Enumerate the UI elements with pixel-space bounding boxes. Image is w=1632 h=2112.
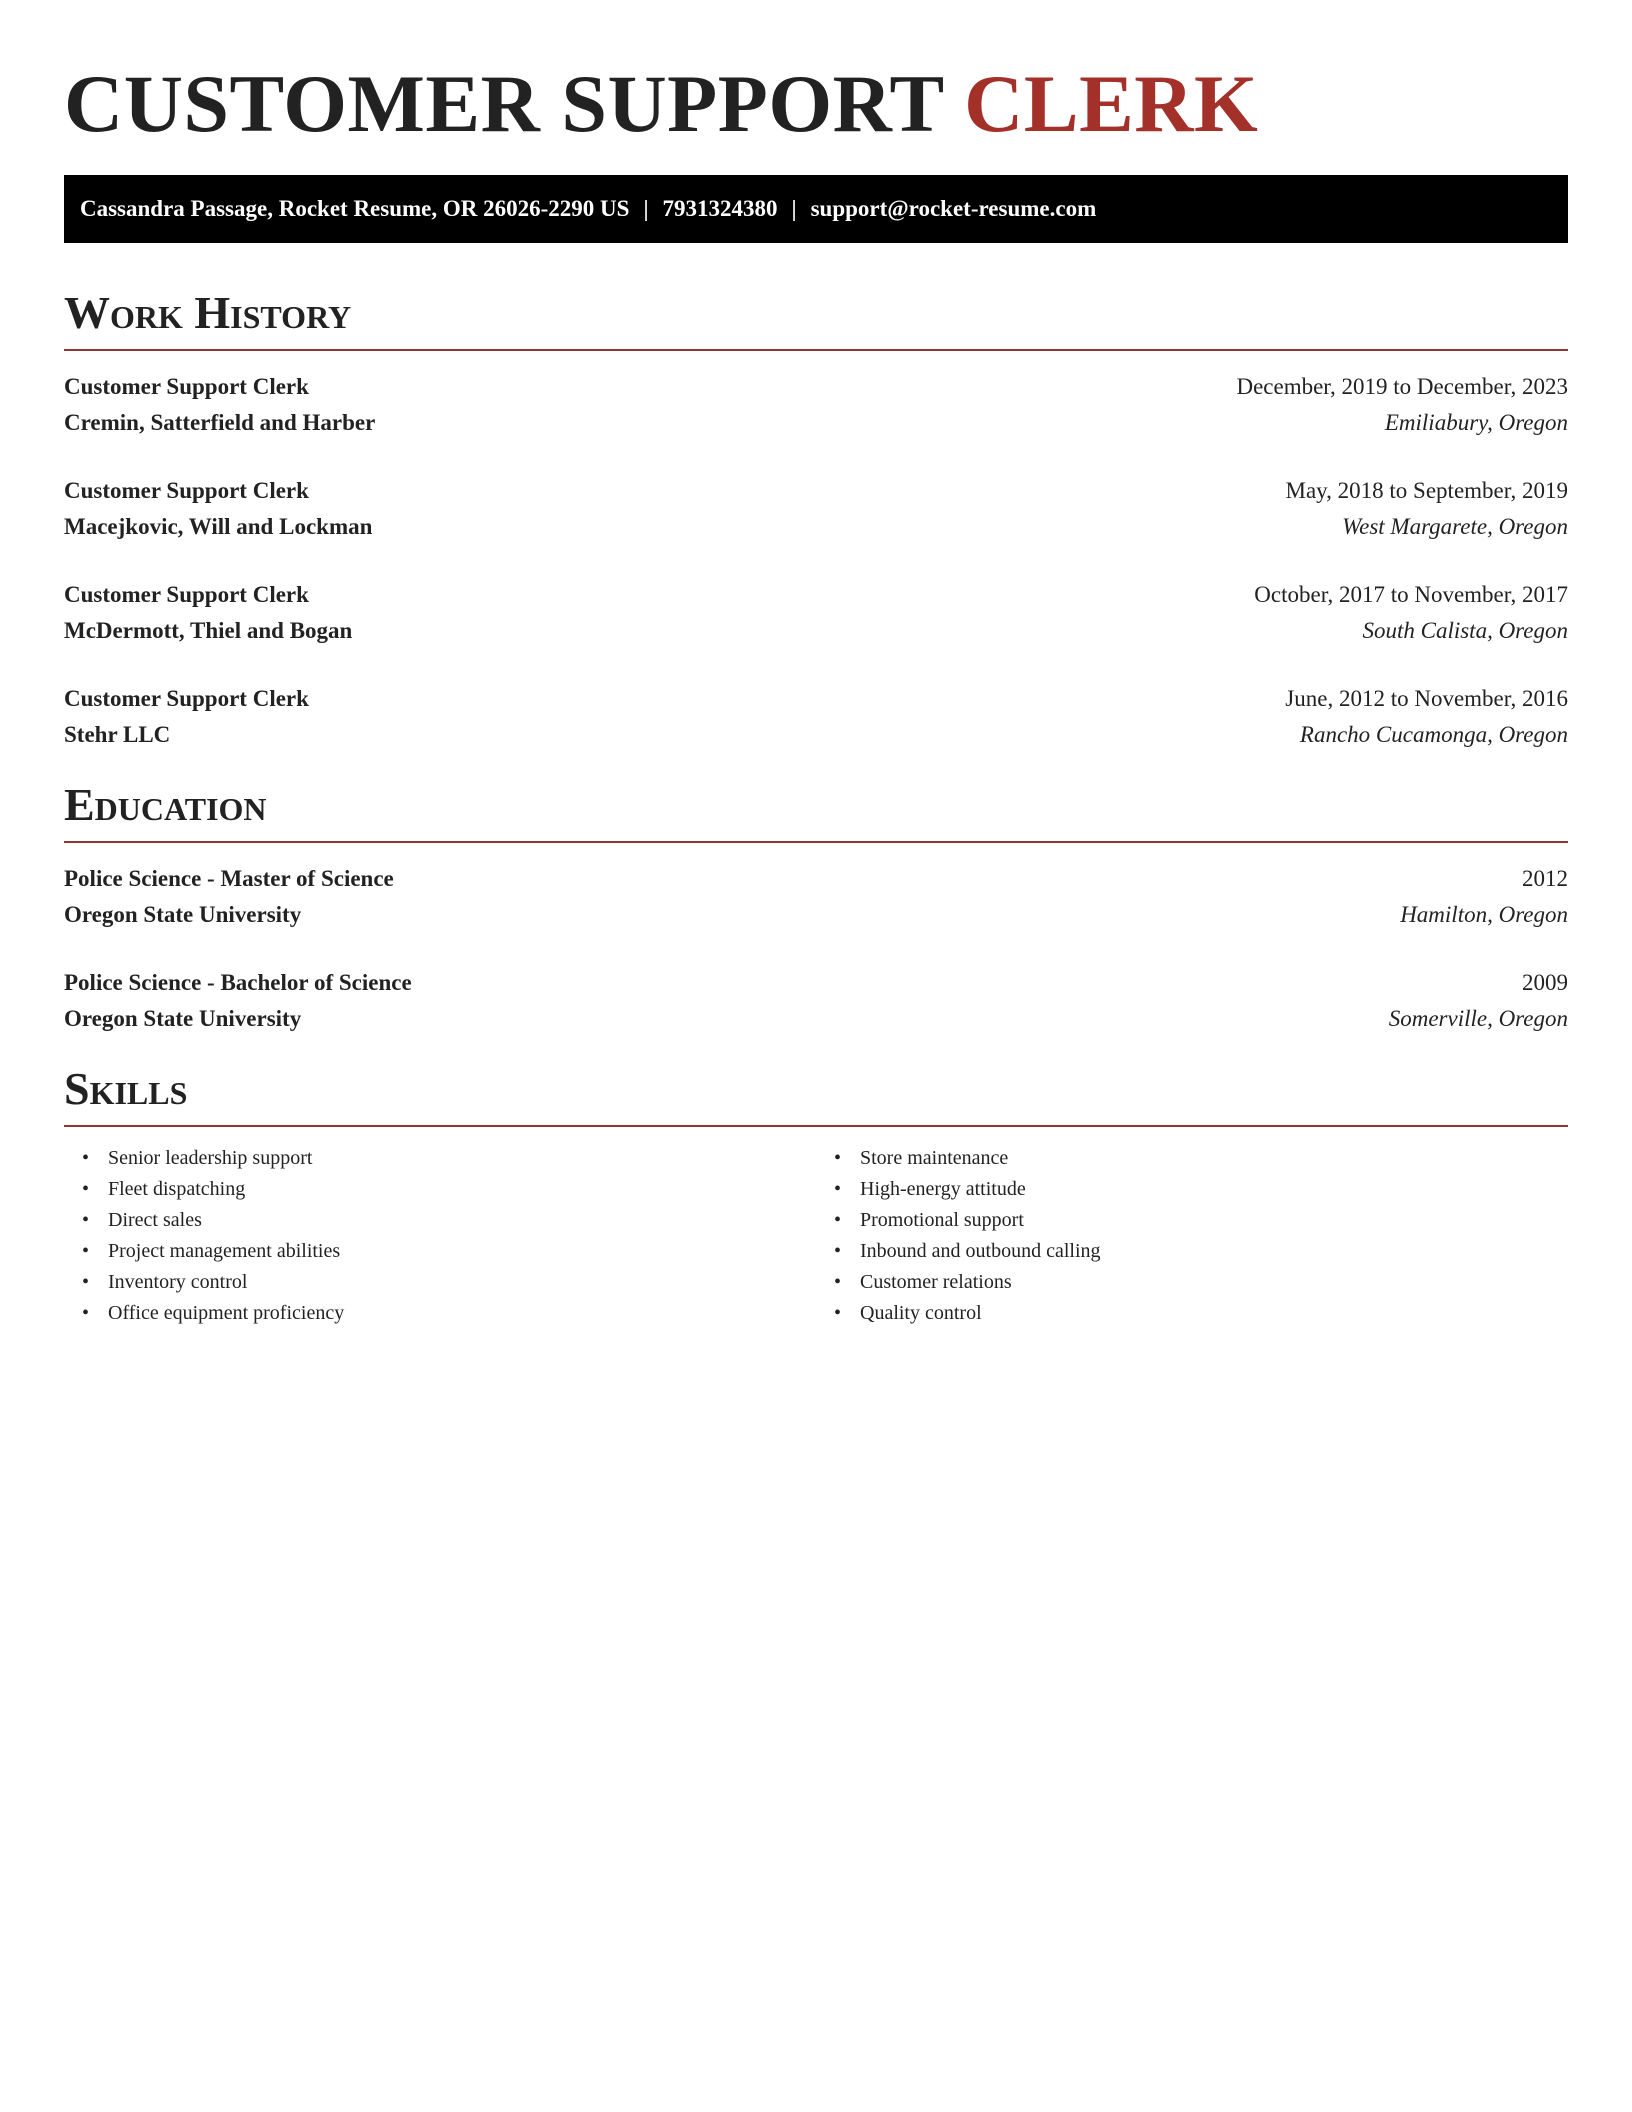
school-name: Oregon State University [64, 902, 302, 927]
work-entry [64, 473, 1568, 545]
skill-item: • Promotional support [860, 1205, 1568, 1236]
work-entry [64, 369, 1568, 441]
skills-list-right [816, 1143, 1568, 1329]
job-title: Customer Support Clerk [64, 478, 309, 503]
job-location: Emiliabury, Oregon [1384, 410, 1568, 435]
skill-item: • Store maintenance [860, 1143, 1568, 1174]
job-title: Customer Support Clerk [64, 374, 309, 399]
company-name: Stehr LLC [64, 722, 171, 747]
contact-bar [64, 175, 1568, 243]
company-name: Cremin, Satterfield and Harber [64, 410, 376, 435]
skills-list-left [64, 1143, 816, 1329]
work-entry [64, 577, 1568, 649]
skill-item: • High-energy attitude [860, 1174, 1568, 1205]
skill-item: • Inbound and outbound calling [860, 1236, 1568, 1267]
contact-address: Cassandra Passage, Rocket Resume, OR 26026-2290 US [80, 196, 630, 221]
work-entry [64, 681, 1568, 753]
job-dates: October, 2017 to November, 2017 [1254, 582, 1568, 607]
contact-separator: | [791, 196, 797, 221]
education-entry [64, 861, 1568, 933]
education-heading: Education [64, 779, 267, 830]
school-location: Hamilton, Oregon [1400, 902, 1568, 927]
skill-item: • Customer relations [860, 1267, 1568, 1298]
skill-item: • Project management abilities [108, 1236, 816, 1267]
skill-item: • Direct sales [108, 1205, 816, 1236]
skills-heading: Skills [64, 1063, 188, 1114]
resume-title [64, 56, 1568, 152]
school-location: Somerville, Oregon [1388, 1006, 1568, 1031]
skill-item: • Office equipment proficiency [108, 1298, 816, 1329]
skills-section [64, 1061, 1568, 1329]
skill-item: • Fleet dispatching [108, 1174, 816, 1205]
company-name: McDermott, Thiel and Bogan [64, 618, 353, 643]
graduation-year: 2009 [1522, 970, 1568, 995]
title-main: CUSTOMER SUPPORT [64, 58, 944, 149]
education-section [64, 777, 1568, 1037]
job-dates: December, 2019 to December, 2023 [1236, 374, 1568, 399]
job-title: Customer Support Clerk [64, 582, 309, 607]
skill-item: • Senior leadership support [108, 1143, 816, 1174]
degree-name: Police Science - Master of Science [64, 866, 394, 891]
school-name: Oregon State University [64, 1006, 302, 1031]
job-dates: June, 2012 to November, 2016 [1285, 686, 1568, 711]
work-history-section [64, 285, 1568, 753]
graduation-year: 2012 [1522, 866, 1568, 891]
company-name: Macejkovic, Will and Lockman [64, 514, 373, 539]
job-title: Customer Support Clerk [64, 686, 309, 711]
job-location: West Margarete, Oregon [1342, 514, 1568, 539]
work-history-heading: Work History [64, 287, 352, 338]
job-location: Rancho Cucamonga, Oregon [1299, 722, 1568, 747]
job-location: South Calista, Oregon [1362, 618, 1568, 643]
contact-phone: 7931324380 [662, 196, 778, 221]
contact-separator: | [643, 196, 649, 221]
contact-email: support@rocket-resume.com [810, 196, 1097, 221]
job-dates: May, 2018 to September, 2019 [1285, 478, 1568, 503]
title-accent: CLERK [964, 58, 1259, 149]
degree-name: Police Science - Bachelor of Science [64, 970, 412, 995]
education-entry [64, 965, 1568, 1037]
skill-item: • Quality control [860, 1298, 1568, 1329]
skill-item: • Inventory control [108, 1267, 816, 1298]
